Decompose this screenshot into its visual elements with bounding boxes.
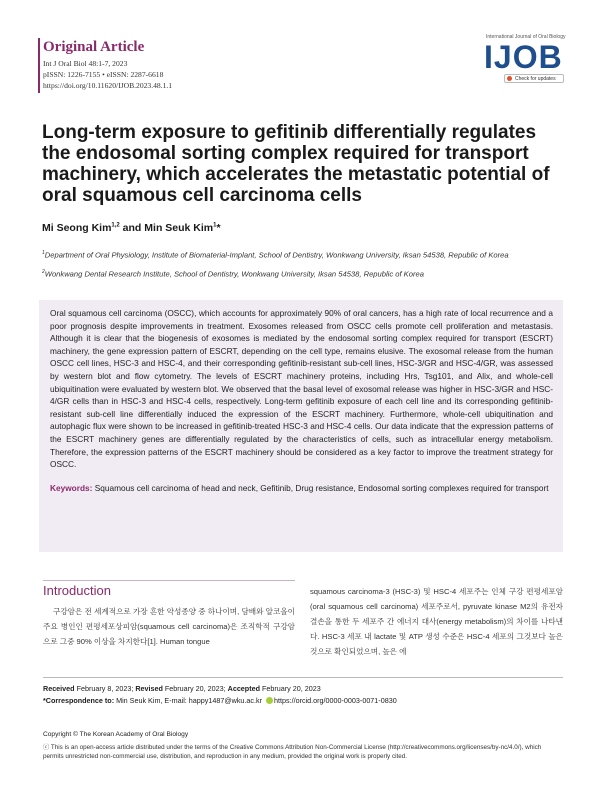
author-affil-sup: 1,2 <box>111 222 120 229</box>
received-date: February 8, 2023; <box>74 684 136 693</box>
affiliation-2 <box>42 267 562 280</box>
correspondence-line <box>43 696 563 705</box>
affil-text: Department of Oral Physiology, Institute of Biomaterial-Implant, School of Dentistry, Wonkwang University, Iksan 54538, Republic of Korea <box>44 250 509 260</box>
citation: Int J Oral Biol 48:1-7, 2023 <box>43 59 128 68</box>
affiliation-1 <box>42 248 562 261</box>
section-label: Original Article <box>43 39 145 55</box>
author-name[interactable]: Mi Seong Kim <box>42 222 112 234</box>
abstract-text: Oral squamous cell carcinoma (OSCC), which accounts for approximately 90% of oral cancers, has a high rate of local recurrence and a poor prognosis despite improvements in treatment. Exosomes released from OSCC cells promote cell proliferation and metastasis. Although it is clear that the biogenesis of exosomes is mediated by the endosomal sorting complex required for transport (ESCRT) machinery, the gene expression pattern of ESCRT, depending on the cell type, remains elusive. The exosomal release from the human OSCC cell lines, HSC-3 and HSC-4, and their corresponding gefitinib-resistant sub-cell lines, HSC-3/GR and HSC-4/GR, was assessed by western blot and flow cytometry. The levels of ESCRT machinery proteins, including Hrs, Tsg101, and Alix, and whole-cell ubiquitination were evaluated by western blot. We observed that the basal level of exosomal release was higher in HSC-3/GR and HSC-4/GR cells than in HSC-3 and HSC-4 cells, respectively. Long-term gefitinib exposure of each cell line and its corresponding gefitinib-resistant sub-cell line differentially induced the expression of the ESCRT machinery. Furthermore, whole-cell ubiquitination and autophagic flux were shown to be increased in gefitinib-treated HSC-3 and HSC-4 cells. Our data indicate that the expression patterns of the ESCRT machinery genes are differentially regulated by the characteristics of cells, such as intracellular energy metabolism. Therefore, the expression patterns of the ESCRT machinery should be considered as a key factor to improve the treatment strategy for OSCC. <box>50 308 553 470</box>
dates-line <box>43 684 563 693</box>
accent-bar <box>38 38 40 93</box>
affil-sup: 1 <box>42 250 45 256</box>
author-conjunction: and <box>119 222 145 234</box>
correspondence-email[interactable]: Min Seuk Kim, E-mail: happy1487@wku.ac.kr <box>114 696 263 705</box>
copyright: Copyright © The Korean Academy of Oral Biology <box>43 731 189 738</box>
author-line <box>42 222 221 234</box>
footer-divider <box>43 677 563 678</box>
intro-right-column: squamous carcinoma-3 (HSC-3) 및 HSC-4 세포주는 인체 구강 편평세포암(oral squamous cell carcinoma) 세포주로서, pyruvate kinase M2의 유전자 결손을 통한 두 세포주 간 에너지 대사(energy metabolism)의 차이를 나타낸다. HSC-3 세포 내 lactate 및 ATP 생성 수준은 HSC-4 세포의 그것보다 높은 것으로 확인되었으며, 높은 에 <box>310 587 563 656</box>
check-updates-button[interactable]: Check for updates <box>504 74 564 83</box>
corresponding-mark: * <box>216 222 221 234</box>
correspondence-label: *Correspondence to: <box>43 696 115 705</box>
affil-sup: 2 <box>42 269 45 275</box>
section-divider <box>43 580 295 581</box>
journal-full-name: International Journal of Oral Biology <box>486 34 566 40</box>
keywords-label: Keywords: <box>50 482 93 493</box>
author-affil-sup: 1 <box>213 222 217 229</box>
issn: pISSN: 1226-7155 • eISSN: 2287-6618 <box>43 70 164 79</box>
revised-label: Revised <box>135 684 163 693</box>
affil-text: Wonkwang Dental Research Institute, School of Dentistry, Wonkwang University, Iksan 54538, Republic of Korea <box>44 269 424 279</box>
accepted-label: Accepted <box>227 684 260 693</box>
keywords <box>50 482 553 494</box>
doi-link[interactable]: https://doi.org/10.11620/IJOB.2023.48.1.1 <box>43 81 173 90</box>
revised-date: February 20, 2023; <box>162 684 228 693</box>
author-name[interactable]: Min Seuk Kim <box>144 222 214 234</box>
article-title: Long-term exposure to gefitinib differentially regulates the endosomal sorting complex required for transport machinery, which accelerates the metastatic potential of oral squamous cell carcinoma cells <box>42 122 550 206</box>
received-label: Received <box>43 684 75 693</box>
intro-left-column: 구강암은 전 세계적으로 가장 흔한 악성종양 중 하나이며, 담배와 알코올이 주요 병인인 편평세포상피암(squamous cell carcinoma)은 조직학적 구강암으로 그중 90% 이상을 차지한다[1]. Human tongue <box>43 607 295 646</box>
introduction-heading: Introduction <box>43 583 111 598</box>
abstract-box <box>39 300 563 552</box>
orcid-link[interactable]: https://orcid.org/0000-0003-0071-0830 <box>274 696 397 705</box>
orcid-icon <box>266 697 273 704</box>
journal-logo: IJOB <box>484 39 563 75</box>
keywords-text: Squamous cell carcinoma of head and neck, Gefitinib, Drug resistance, Endosomal sorting complexes required for transport <box>92 482 549 493</box>
license-text: ⓒ This is an open-access article distributed under the terms of the Creative Commons Attribution Non-Commercial License (http://creativecommons.org/licenses/by-nc/4.0/), which permits unrestricted non-commercial use, distribution, and reproduction in any medium, provided the original work is properly cited. <box>43 744 542 760</box>
accepted-date: February 20, 2023 <box>259 684 321 693</box>
